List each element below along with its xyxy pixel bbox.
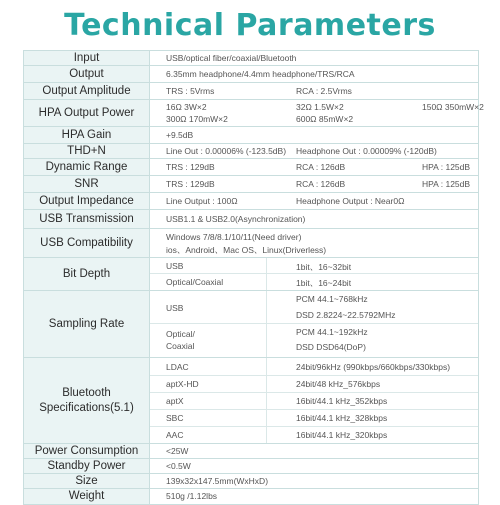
codec-name: aptX bbox=[166, 396, 184, 406]
row-input bbox=[24, 51, 478, 66]
label-input: Input bbox=[24, 51, 150, 65]
value-standby-power: <0.5W bbox=[166, 461, 191, 471]
codec-value: 24bit/48 kHz_576kbps bbox=[296, 379, 381, 389]
bluetooth-codecs bbox=[150, 358, 478, 443]
value-hpa-300: 300Ω 170mW×2 bbox=[166, 114, 228, 124]
label-bit-depth: Bit Depth bbox=[24, 258, 150, 290]
codec-value: 16bit/44.1 kHz_328kbps bbox=[296, 413, 388, 423]
value-hpa-32: 32Ω 1.5W×2 bbox=[296, 102, 344, 112]
label-weight: Weight bbox=[24, 489, 150, 504]
bit-depth-oc-label: Optical/Coaxial bbox=[166, 277, 224, 287]
value-amplitude-rca: RCA : 2.5Vrms bbox=[296, 86, 352, 96]
label-impedance: Output Impedance bbox=[24, 193, 150, 209]
sampling-oc-dsd: DSD DSD64(DoP) bbox=[296, 342, 366, 352]
value-hpa-150: 150Ω 350mW×2 bbox=[422, 102, 484, 112]
value-dynamic-rca: RCA : 126dB bbox=[296, 162, 346, 172]
value-input: USB/optical fiber/coaxial/Bluetooth bbox=[166, 53, 297, 63]
sampling-usb-label: USB bbox=[166, 303, 184, 313]
page-title: Technical Parameters bbox=[64, 8, 436, 43]
row-snr bbox=[24, 176, 478, 193]
row-impedance bbox=[24, 193, 478, 210]
value-impedance-line: Line Output : 100Ω bbox=[166, 196, 238, 206]
value-snr-hpa: HPA : 125dB bbox=[422, 179, 471, 189]
row-standby-power bbox=[24, 459, 478, 474]
value-hpa-600: 600Ω 85mW×2 bbox=[296, 114, 354, 124]
row-size bbox=[24, 474, 478, 489]
row-dynamic-range bbox=[24, 159, 478, 176]
label-snr: SNR bbox=[24, 176, 150, 192]
codec-value: 16bit/44.1 kHz_320kbps bbox=[296, 430, 388, 440]
row-amplitude bbox=[24, 83, 478, 100]
codec-name: LDAC bbox=[166, 362, 189, 372]
label-amplitude: Output Amplitude bbox=[24, 83, 150, 99]
bit-depth-usb-value: 1bit、16~32bit bbox=[296, 262, 352, 272]
value-hpa-16: 16Ω 3W×2 bbox=[166, 102, 207, 112]
row-hpa-gain bbox=[24, 127, 478, 144]
label-sampling-rate: Sampling Rate bbox=[24, 291, 150, 357]
codec-name: SBC bbox=[166, 413, 184, 423]
label-usb-transmission: USB Transmission bbox=[24, 210, 150, 228]
value-hpa-gain: +9.5dB bbox=[166, 130, 194, 140]
codec-value: 24bit/96kHz (990kbps/660kbps/330kbps) bbox=[296, 362, 451, 372]
row-weight bbox=[24, 489, 478, 504]
row-power-consumption bbox=[24, 444, 478, 459]
row-output bbox=[24, 66, 478, 83]
label-bluetooth: Bluetooth Specifications(5.1) bbox=[24, 358, 150, 443]
codec-value: 16bit/44.1 kHz_352kbps bbox=[296, 396, 388, 406]
label-output: Output bbox=[24, 66, 150, 82]
row-usb-transmission bbox=[24, 210, 478, 229]
sampling-usb-pcm: PCM 44.1~768kHz bbox=[296, 294, 368, 304]
value-size: 139x32x147.5mm(WxHxD) bbox=[166, 476, 269, 486]
row-hpa-power bbox=[24, 100, 484, 127]
value-dynamic-hpa: HPA : 125dB bbox=[422, 162, 471, 172]
label-dynamic-range: Dynamic Range bbox=[24, 159, 150, 175]
row-bit-depth bbox=[24, 258, 478, 291]
value-usb-transmission: USB1.1 & USB2.0(Asynchronization) bbox=[166, 214, 306, 224]
value-amplitude-trs: TRS : 5Vrms bbox=[166, 86, 215, 96]
spec-table bbox=[23, 50, 484, 505]
row-bluetooth bbox=[24, 358, 478, 444]
row-thdn bbox=[24, 144, 478, 159]
bit-depth-usb-label: USB bbox=[166, 261, 184, 271]
label-standby-power: Standby Power bbox=[24, 459, 150, 473]
value-power-consumption: <25W bbox=[166, 446, 189, 456]
bit-depth-oc-value: 1bit、16~24bit bbox=[296, 278, 352, 288]
value-snr-trs: TRS : 129dB bbox=[166, 179, 215, 189]
sampling-oc-pcm: PCM 44.1~192kHz bbox=[296, 327, 368, 337]
sampling-oc-label-1: Optical/ bbox=[166, 329, 195, 339]
row-sampling-rate bbox=[24, 291, 478, 358]
value-usb-compat-windows: Windows 7/8/8.1/10/11(Need driver) bbox=[166, 232, 302, 242]
codec-name: aptX-HD bbox=[166, 379, 199, 389]
label-thdn: THD+N bbox=[24, 144, 150, 158]
value-weight: 510g /1.12lbs bbox=[166, 491, 218, 501]
value-impedance-headphone: Headphone Output : Near0Ω bbox=[296, 196, 405, 206]
sampling-usb-dsd: DSD 2.8224~22.5792MHz bbox=[296, 310, 396, 320]
label-size: Size bbox=[24, 474, 150, 488]
sampling-oc-label-2: Coaxial bbox=[166, 341, 195, 351]
label-hpa-gain: HPA Gain bbox=[24, 127, 150, 143]
value-thdn-line: Line Out : 0.00006% (-123.5dB) bbox=[166, 146, 287, 156]
value-dynamic-trs: TRS : 129dB bbox=[166, 162, 215, 172]
row-usb-compat bbox=[24, 229, 478, 258]
label-usb-compat: USB Compatibility bbox=[24, 229, 150, 257]
label-power-consumption: Power Consumption bbox=[24, 444, 150, 458]
value-output: 6.35mm headphone/4.4mm headphone/TRS/RCA bbox=[166, 69, 355, 79]
codec-name: AAC bbox=[166, 430, 184, 440]
value-usb-compat-other: ios、Android、Mac OS、Linux(Driverless) bbox=[166, 245, 327, 255]
value-thdn-headphone: Headphone Out : 0.00009% (-120dB) bbox=[296, 146, 437, 156]
value-snr-rca: RCA : 126dB bbox=[296, 179, 346, 189]
label-hpa-power: HPA Output Power bbox=[24, 100, 150, 126]
